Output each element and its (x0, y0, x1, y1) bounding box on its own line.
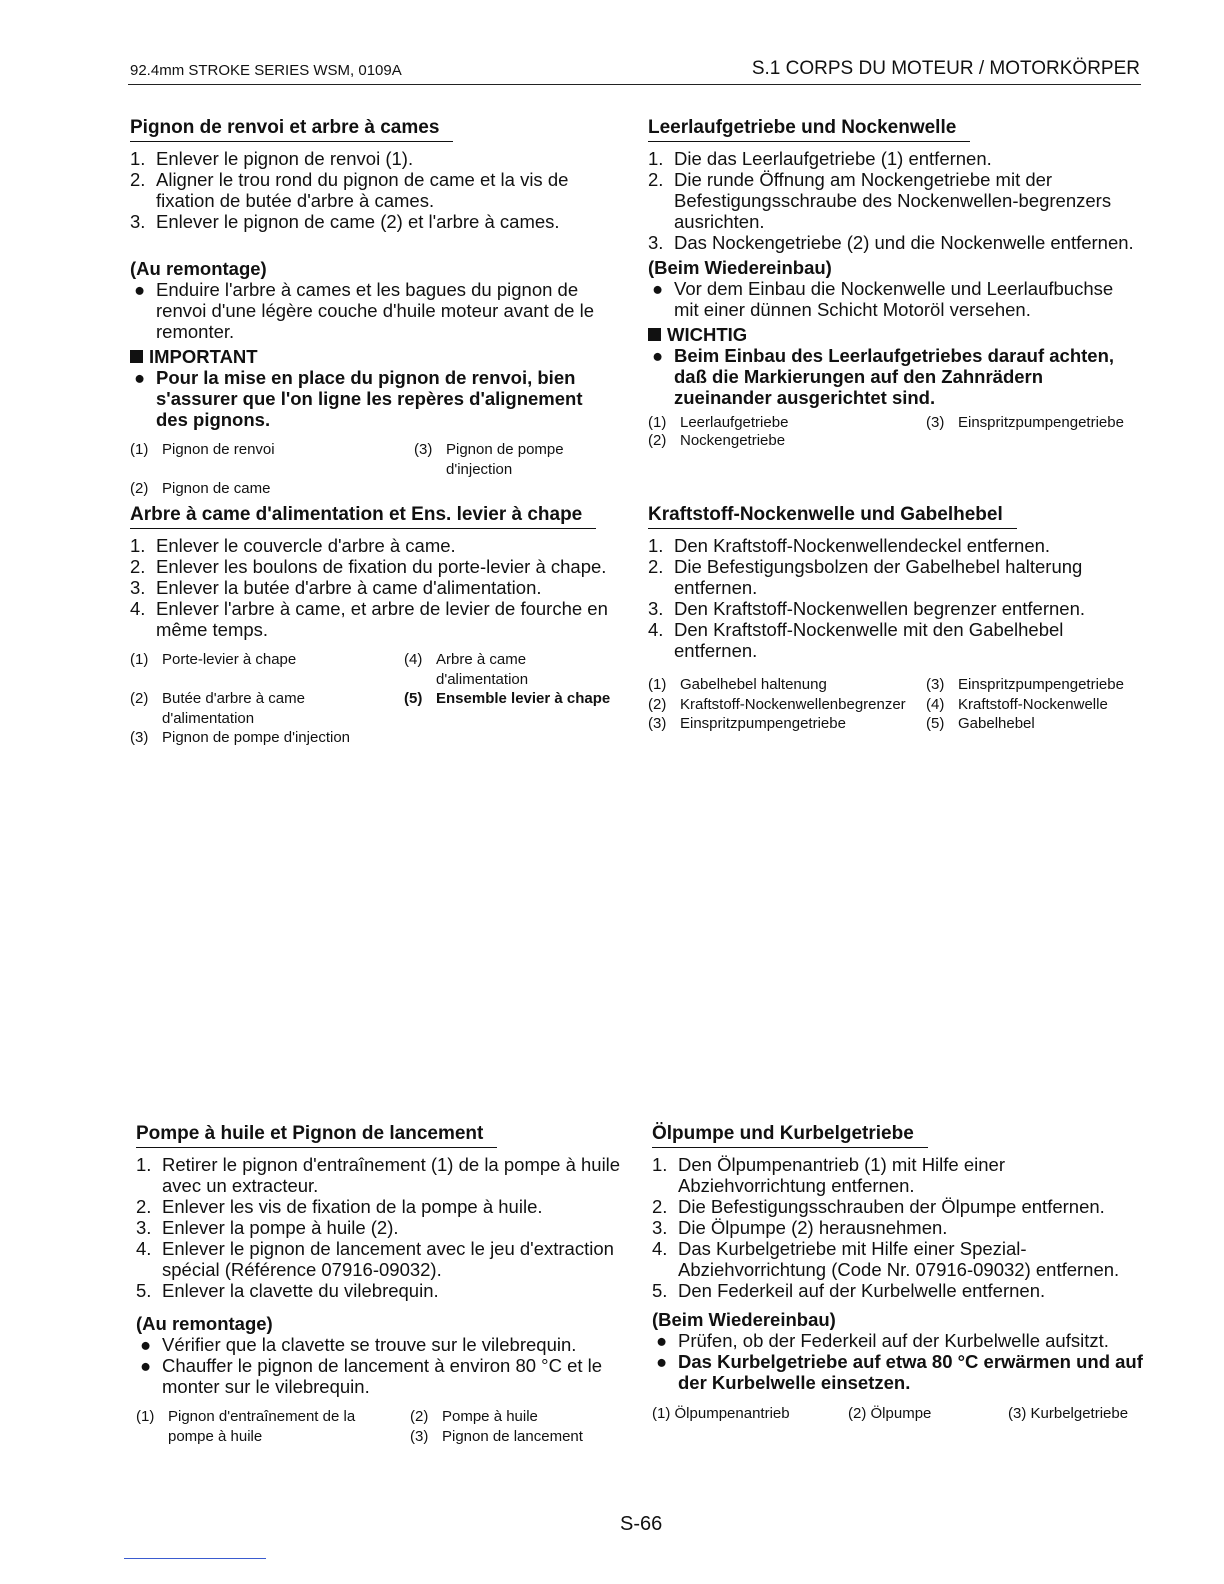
header-section-title: S.1 CORPS DU MOTEUR / MOTORKÖRPER (751, 58, 1140, 79)
step-item: 2. Aligner le trou rond du pignon de came et la vis de fixation de butée d'arbre à cames. (130, 169, 569, 211)
step-item: 3. Die Ölpumpe (2) herausnehmen. (652, 1217, 948, 1238)
section-title: Ölpumpe und Kurbelgetriebe (652, 1123, 928, 1148)
step-item: 2. Die runde Öffnung am Nockengetriebe mit der Befestigungsschraube des Nockenwellen-begrenzers ausrichten. (648, 169, 1112, 232)
step-list (648, 148, 1140, 253)
legend-item: (1) Gabelhebel haltenung (648, 676, 827, 693)
section-de-oil-pump (652, 1122, 1144, 1424)
important-text: ● Pour la mise en place du pignon de renvoi, bien s'assurer que l'on ligne les repères d'alignement des pignons. (134, 367, 583, 430)
step-item: 1. Enlever le pignon de renvoi (1). (130, 148, 414, 169)
section-title: Pignon de renvoi et arbre à cames (130, 117, 453, 142)
legend-item: (3) Pignon de pompe d'injection (130, 729, 350, 746)
footer-rule (124, 1558, 266, 1559)
step-item: 5. Den Federkeil auf der Kurbelwelle entfernen. (652, 1280, 1046, 1301)
step-item: 3. Das Nockengetriebe (2) und die Nockenwelle entfernen. (648, 232, 1134, 253)
legend-item: (3) Einspritzpumpengetriebe (926, 676, 1124, 693)
step-item: 2. Die Befestigungsbolzen der Gabelhebel halterung entfernen. (648, 556, 1083, 598)
legend-item: (5) Ensemble levier à chape (404, 690, 611, 707)
note-bullet: ● Das Kurbelgetriebe auf etwa 80 °C erwärmen und auf der Kurbelwelle einsetzen. (656, 1351, 1143, 1393)
legend-item: (3) Einspritzpumpengetriebe (926, 414, 1124, 431)
section-title: Arbre à came d'alimentation et Ens. levier à chape (130, 504, 596, 529)
legend-item: (1) Porte-levier à chape (130, 651, 297, 668)
legend-item: (2) Butée d'arbre à came d'alimentation (130, 690, 305, 727)
section-de-idle-gear (648, 116, 1140, 450)
legend-item: (4) Arbre à came d'alimentation (404, 651, 529, 688)
legend-item: (2) Pignon de came (130, 480, 271, 497)
note-bullet: ● Prüfen, ob der Federkeil auf der Kurbelwelle aufsitzt. (656, 1330, 1109, 1351)
section-fr-idle-gear (130, 116, 616, 499)
legend (136, 1407, 622, 1446)
step-item: 1. Retirer le pignon d'entraînement (1) de la pompe à huile avec un extracteur. (136, 1154, 621, 1196)
section-title: Leerlaufgetriebe und Nockenwelle (648, 117, 970, 142)
reassembly-heading: (Au remontage) (130, 258, 267, 279)
important-label: WICHTIG (648, 324, 1140, 345)
legend-item: (2) Ölpumpe (848, 1405, 932, 1422)
legend-item: (1) Ölpumpenantrieb (652, 1405, 790, 1422)
step-item: 2. Die Befestigungsschrauben der Ölpumpe entfernen. (652, 1196, 1105, 1217)
step-item: 1. Den Kraftstoff-Nockenwellendeckel entfernen. (648, 535, 1051, 556)
square-bullet-icon (130, 350, 143, 363)
step-item: 1. Die das Leerlaufgetriebe (1) entfernen. (648, 148, 992, 169)
step-item: 4. Das Kurbelgetriebe mit Hilfe einer Spezial-Abziehvorrichtung (Code Nr. 07916-09032) entfernen. (652, 1238, 1120, 1280)
legend (130, 440, 616, 499)
note-bullet: ● Enduire l'arbre à cames et les bagues du pignon de renvoi d'une légère couche d'huile moteur avant de le remonter. (134, 279, 594, 342)
legend (652, 1403, 1144, 1424)
legend-item: (2) Kraftstoff-Nockenwellenbegrenzer (648, 695, 906, 713)
step-item: 3. Enlever la pompe à huile (2). (136, 1217, 399, 1238)
step-item: 2. Enlever les boulons de fixation du porte-levier à chape. (130, 556, 607, 577)
step-item: 4. Den Kraftstoff-Nockenwelle mit den Gabelhebel entfernen. (648, 619, 1064, 661)
legend-item: (4) Kraftstoff-Nockenwelle (926, 695, 1108, 713)
legend-item: (1) Leerlaufgetriebe (648, 414, 789, 431)
step-list (648, 535, 1140, 661)
important-text: ● Beim Einbau des Leerlaufgetriebes darauf achten, daß die Markierungen auf den Zahnrädern zueinander ausgerichtet sind. (652, 345, 1115, 408)
note-bullet: ● Vérifier que la clavette se trouve sur le vilebrequin. (140, 1334, 577, 1355)
step-item: 3. Enlever la butée d'arbre à came d'alimentation. (130, 577, 542, 598)
legend (648, 675, 1140, 734)
legend-item: (1) Pignon de renvoi (130, 441, 275, 458)
step-item: 4. Enlever le pignon de lancement avec le jeu d'extraction spécial (Référence 07916-09032). (136, 1238, 614, 1280)
header-rule (128, 84, 1141, 85)
step-item: 1. Enlever le couvercle d'arbre à came. (130, 535, 456, 556)
section-fr-fuel-camshaft (130, 503, 616, 748)
reassembly-heading: (Beim Wiedereinbau) (648, 257, 832, 278)
step-list (652, 1154, 1144, 1301)
legend-item: (3) Pignon de pompe d'injection (414, 441, 564, 478)
legend (648, 414, 1140, 450)
legend (130, 650, 616, 748)
page-number: S-66 (620, 1513, 663, 1535)
legend-item: (3) Einspritzpumpengetriebe (648, 715, 846, 732)
reassembly-heading: (Au remontage) (136, 1313, 273, 1334)
section-title: Pompe à huile et Pignon de lancement (136, 1123, 497, 1148)
legend-item: (2) Nockengetriebe (648, 432, 786, 449)
step-item: 4. Enlever l'arbre à came, et arbre de levier de fourche en même temps. (130, 598, 608, 640)
step-list (136, 1154, 622, 1301)
section-fr-oil-pump (136, 1122, 622, 1446)
step-item: 3. Enlever le pignon de came (2) et l'arbre à cames. (130, 211, 560, 232)
legend-item: (3) Kurbelgetriebe (1008, 1405, 1129, 1422)
step-list (130, 535, 616, 640)
step-item: 2. Enlever les vis de fixation de la pompe à huile. (136, 1196, 543, 1217)
legend-item: (5) Gabelhebel (926, 715, 1035, 732)
step-item: 3. Den Kraftstoff-Nockenwellen begrenzer entfernen. (648, 598, 1086, 619)
note-bullet: ● Vor dem Einbau die Nockenwelle und Leerlaufbuchse mit einer dünnen Schicht Motoröl versehen. (652, 278, 1114, 320)
square-bullet-icon (648, 328, 661, 341)
step-list (130, 148, 616, 232)
step-item: 1. Den Ölpumpenantrieb (1) mit Hilfe einer Abziehvorrichtung entfernen. (652, 1154, 1005, 1196)
section-de-fuel-camshaft (648, 503, 1140, 734)
step-item: 5. Enlever la clavette du vilebrequin. (136, 1280, 439, 1301)
important-label: IMPORTANT (130, 346, 616, 367)
reassembly-heading: (Beim Wiedereinbau) (652, 1309, 836, 1330)
section-title: Kraftstoff-Nockenwelle und Gabelhebel (648, 504, 1017, 529)
legend-item: (1) Pignon d'entraînement de la pompe à huile (136, 1408, 356, 1445)
note-bullet: ● Chauffer le pignon de lancement à environ 80 °C et le monter sur le vilebrequin. (140, 1355, 603, 1397)
header-doc-ref: 92.4mm STROKE SERIES WSM, 0109A (130, 62, 402, 79)
legend-item: (2) Pompe à huile (3) Pignon de lancement (410, 1408, 583, 1445)
